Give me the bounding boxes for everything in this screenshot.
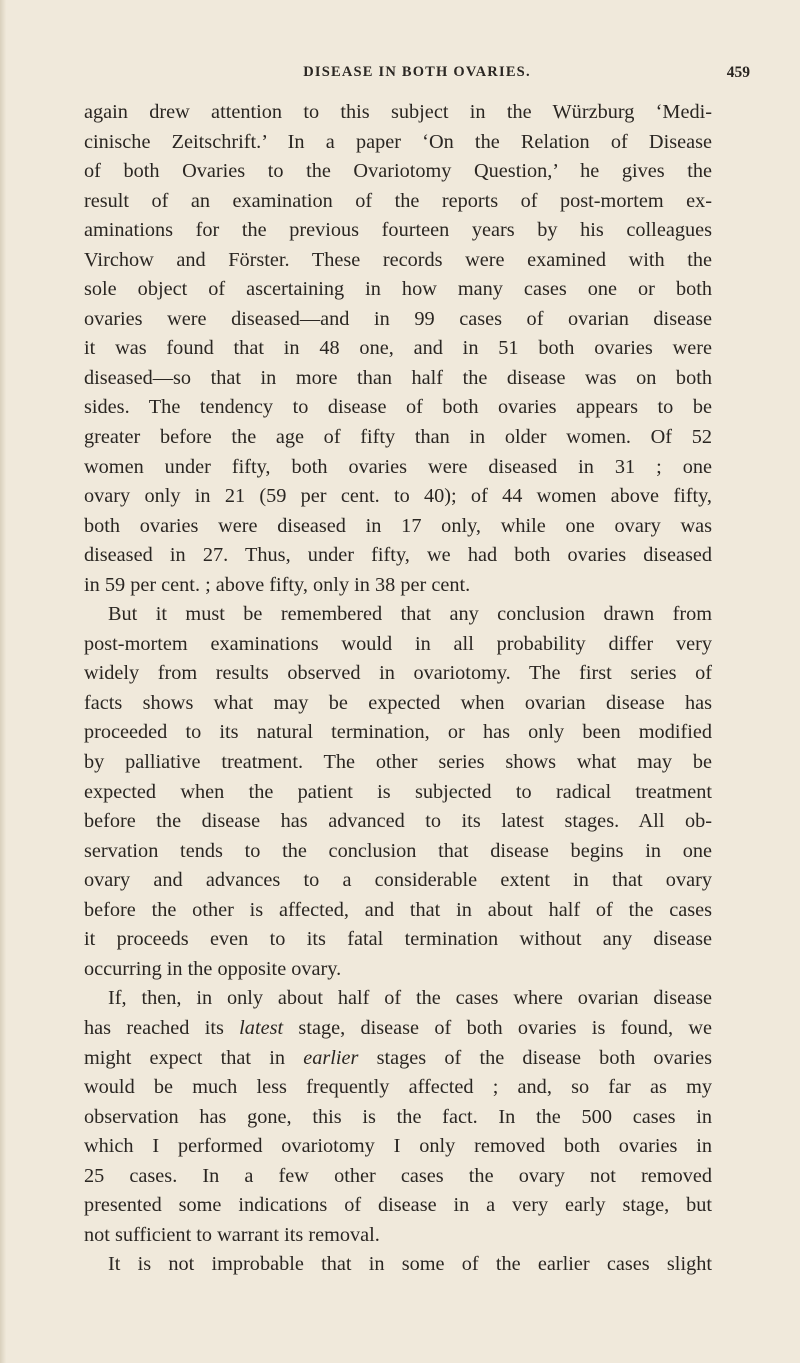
text-line: aminations for the previous fourteen years by his colleagues (84, 219, 712, 242)
text-line: women under fifty, both ovaries were diseased in 31 ; one (84, 455, 712, 478)
text-line: not sufficient to warrant its removal. (84, 1223, 380, 1246)
body-text (84, 98, 712, 1280)
text-line: it was found that in 48 one, and in 51 both ovaries were (84, 337, 712, 360)
text-line: It is not improbable that in some of the earlier cases slight (108, 1253, 712, 1276)
emphasis-text: earlier (303, 1046, 359, 1069)
text-line: If, then, in only about half of the cases where ovarian disease (108, 987, 712, 1010)
text-line: cinische Zeitschrift.’ In a paper ‘On the Relation of Disease (84, 130, 712, 153)
page-header (84, 64, 750, 86)
page-number: 459 (726, 64, 750, 81)
text-line: Virchow and Förster. These records were examined with the (84, 248, 712, 271)
text-line: sides. The tendency to disease of both ovaries appears to be (84, 396, 712, 419)
text-line: again drew attention to this subject in the Würzburg ‘Medi- (84, 101, 712, 123)
text-line: greater before the age of fifty than in older women. Of 52 (84, 426, 712, 449)
text-line: before the disease has advanced to its latest stages. All ob- (84, 810, 712, 833)
text-line: proceeded to its natural termination, or has only been modified (84, 721, 712, 744)
text-line: in 59 per cent. ; above fifty, only in 38 per cent. (84, 573, 471, 596)
text-line: sole object of ascertaining in how many cases one or both (84, 278, 712, 301)
text-line: before the other is affected, and that in about half of the cases (84, 898, 712, 921)
text-line: by palliative treatment. The other series shows what may be (84, 751, 712, 774)
text-line: expected when the patient is subjected to radical treatment (84, 780, 712, 803)
text-line: facts shows what may be expected when ovarian disease has (84, 691, 712, 714)
text-line: observation has gone, this is the fact. In the 500 cases in (84, 1105, 712, 1128)
text-line: post-mortem examinations would in all probability differ very (84, 632, 712, 655)
page-gutter-shadow (0, 0, 6, 1363)
text-line: of both Ovaries to the Ovariotomy Question,’ he gives the (84, 160, 712, 183)
text-line: servation tends to the conclusion that disease begins in one (84, 839, 712, 862)
emphasis-text: latest (239, 1016, 284, 1039)
text-line: 25 cases. In a few other cases the ovary not removed (84, 1164, 712, 1187)
text-line: would be much less frequently affected ; and, so far as my (84, 1076, 712, 1099)
text-line: occurring in the opposite ovary. (84, 957, 342, 980)
text-line: widely from results observed in ovariotomy. The first series of (84, 662, 712, 685)
text-run: has reached its (84, 1016, 240, 1039)
text-line: But it must be remembered that any conclusion drawn from (108, 603, 712, 626)
text-line: ovary and advances to a considerable extent in that ovary (84, 869, 712, 892)
text-line: diseased in 27. Thus, under fifty, we had both ovaries diseased (84, 544, 712, 567)
text-run: stage, disease of both ovaries is found, we (283, 1016, 712, 1039)
text-run: stages of the disease both ovaries (358, 1046, 712, 1069)
text-line: diseased—so that in more than half the disease was on both (84, 366, 712, 389)
text-line: result of an examination of the reports of post-mortem ex- (84, 189, 712, 212)
text-line: which I performed ovariotomy I only removed both ovaries in (84, 1135, 712, 1158)
text-line (84, 1014, 712, 1044)
text-line: presented some indications of disease in a very early stage, but (84, 1194, 712, 1217)
text-line (84, 1044, 712, 1074)
text-run: might expect that in (84, 1046, 304, 1069)
text-line: it proceeds even to its fatal termination without any disease (84, 928, 712, 951)
text-line: both ovaries were diseased in 17 only, while one ovary was (84, 514, 712, 537)
running-head: DISEASE IN BOTH OVARIES. (303, 64, 531, 80)
text-line: ovaries were diseased—and in 99 cases of ovarian disease (84, 307, 712, 330)
text-line: ovary only in 21 (59 per cent. to 40); of 44 women above fifty, (84, 485, 712, 508)
